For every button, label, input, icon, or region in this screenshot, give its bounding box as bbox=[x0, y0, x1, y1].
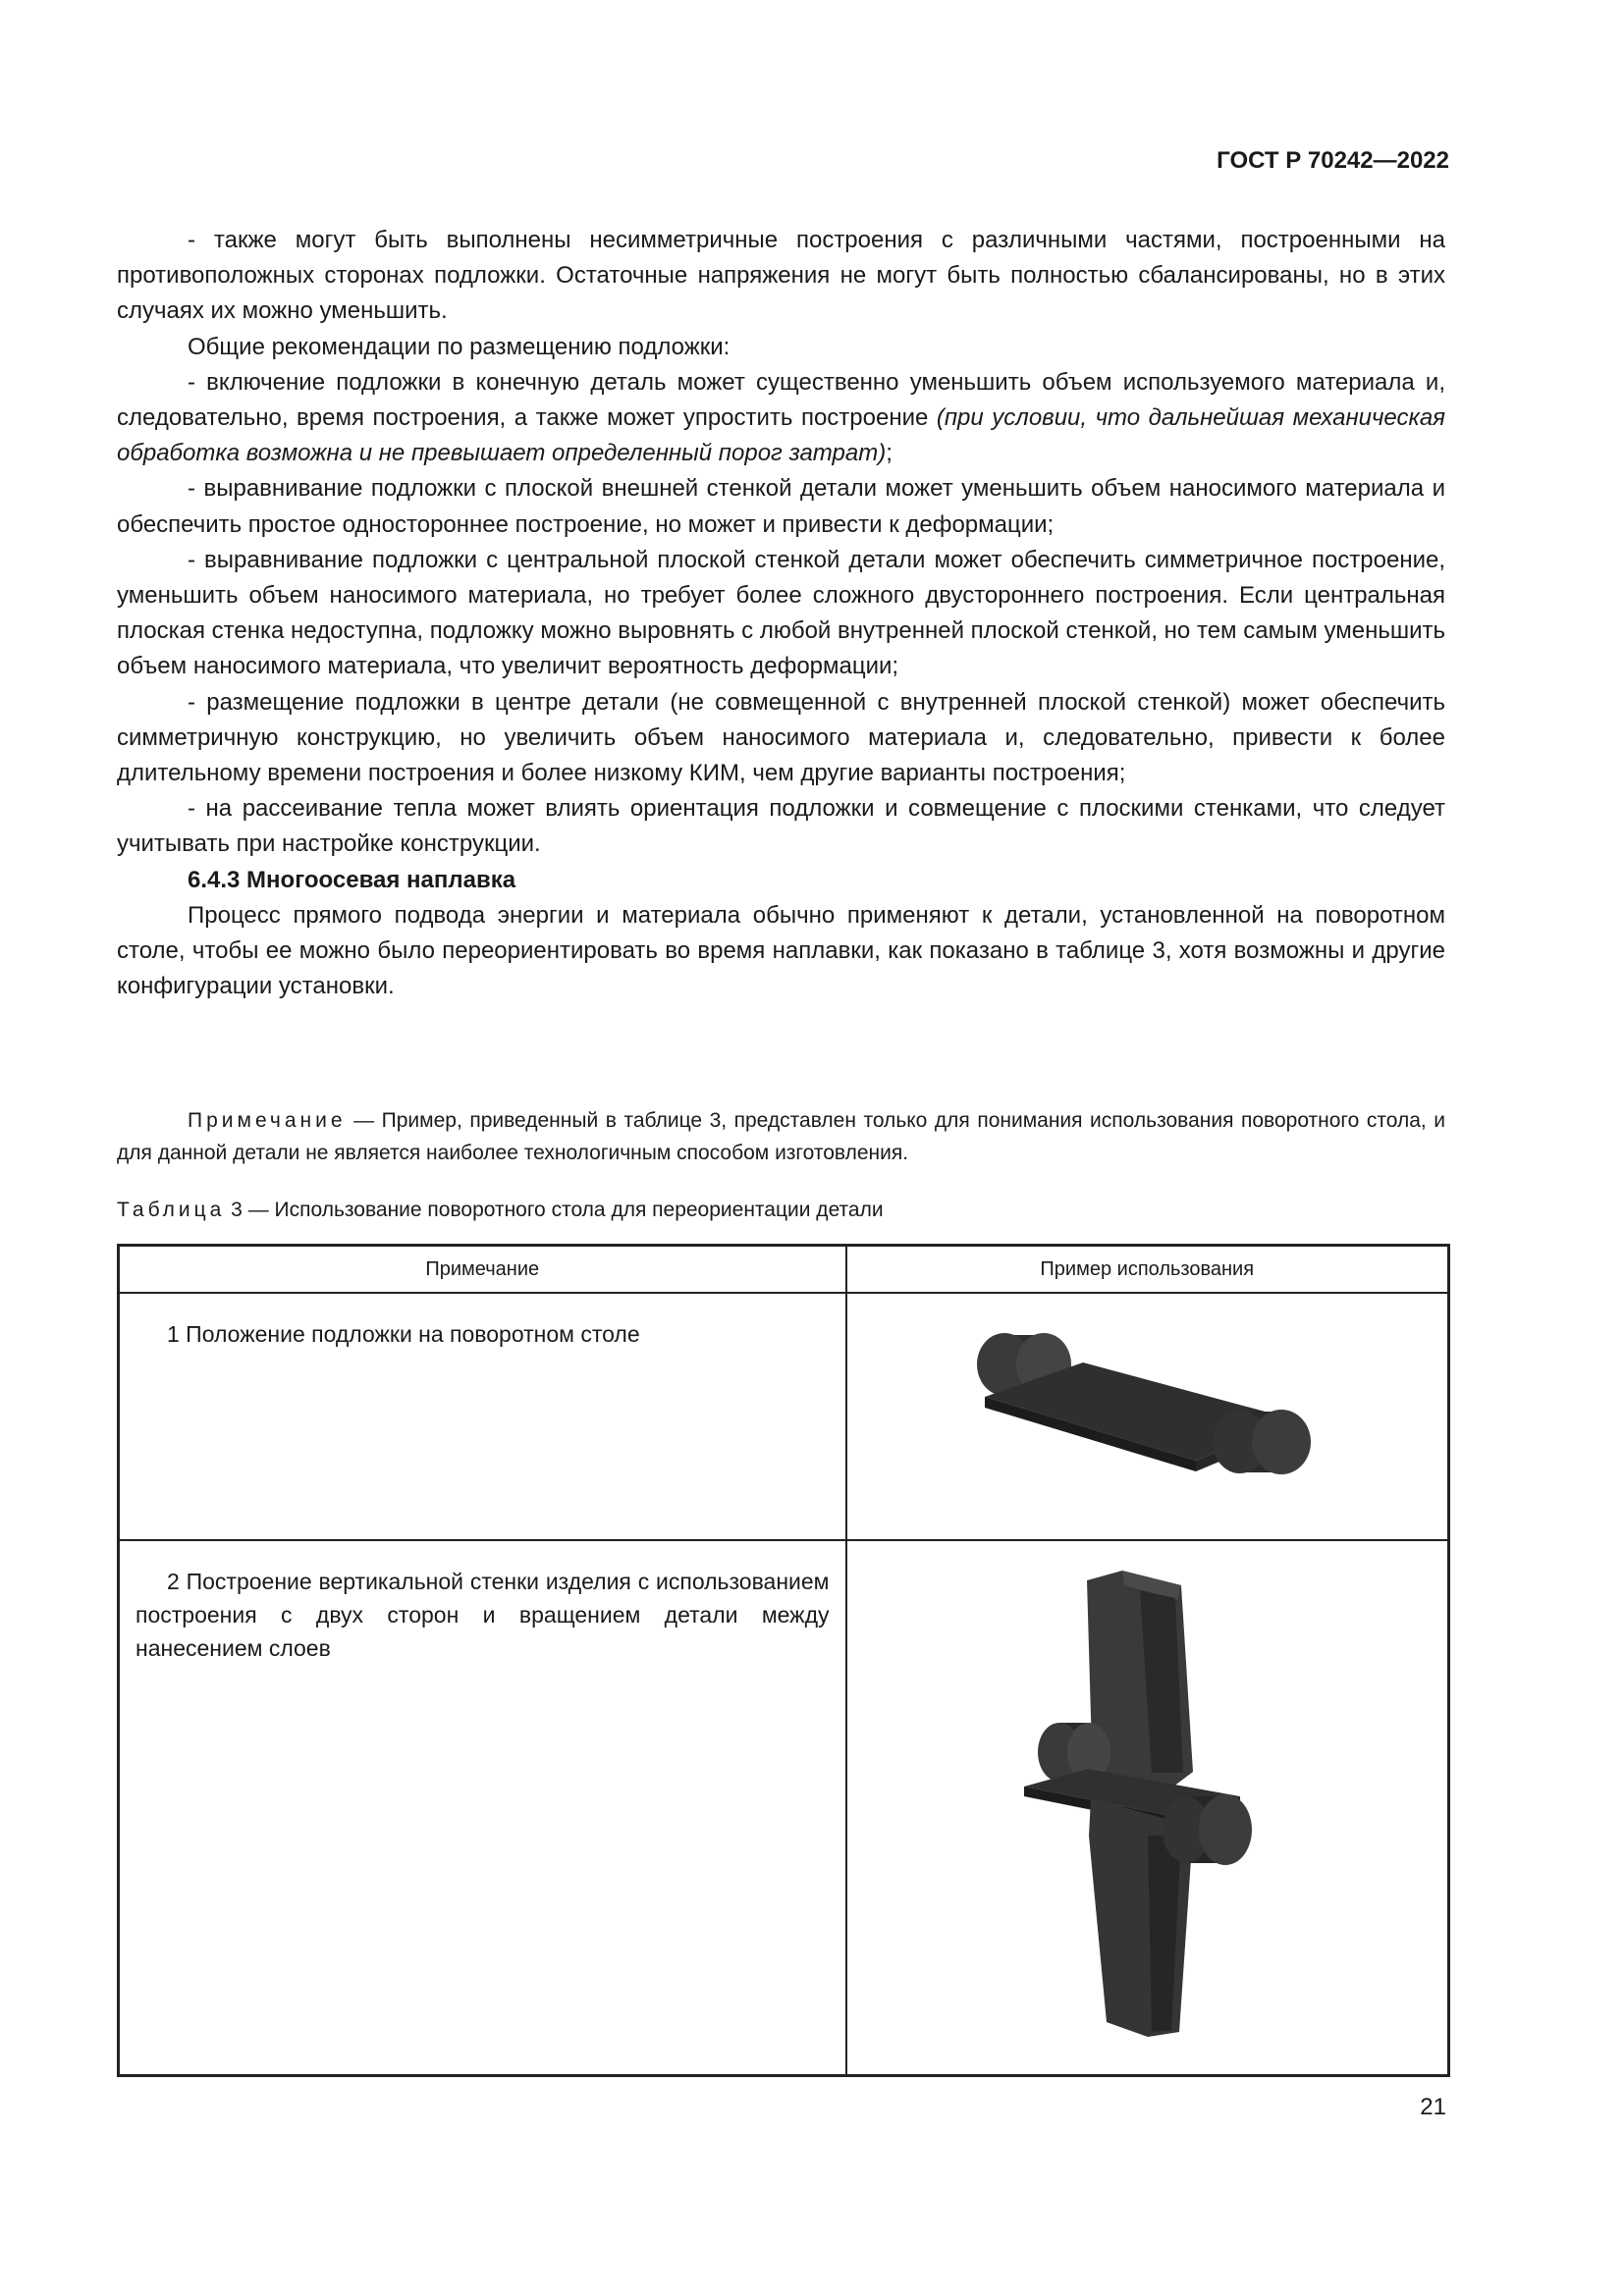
section-heading: 6.4.3 Многоосевая наплавка bbox=[188, 866, 516, 893]
paragraph: - на рассеивание тепла может влиять ориентация подложки и совмещение с плоскими стенками, что следует учитывать при настройке конструкции. bbox=[117, 795, 1445, 858]
paragraph: Процесс прямого подвода энергии и материала обычно применяют к детали, установленной на поворотном столе, чтобы ее можно было переориентировать во время наплавки, как показано в таблице 3, хотя возможны и другие конфигурации установки. bbox=[117, 901, 1445, 1000]
table-cell bbox=[119, 1540, 846, 2075]
note-label: Примечание bbox=[188, 1109, 347, 1132]
table-row bbox=[119, 1293, 1449, 1540]
table-header-cell: Примечание bbox=[119, 1246, 846, 1294]
note-text: — Пример, приведенный в таблице 3, представлен только для понимания использования поворотного стола, и для данной детали не является наиболее технологичным способом изготовления. bbox=[117, 1109, 1445, 1164]
body-text bbox=[117, 223, 1445, 1004]
paragraph: Общие рекомендации по размещению подложки: bbox=[188, 333, 731, 360]
table-caption-text: 3 — Использование поворотного стола для переориентации детали bbox=[225, 1199, 884, 1221]
table-caption bbox=[117, 1199, 884, 1222]
paragraph: - также могут быть выполнены несимметричные построения с различными частями, построенными на противоположных сторонах подложки. Остаточные напряжения не могут быть полностью сбалансированы, но в этих случаях их можно уменьшить. bbox=[117, 227, 1445, 325]
table-header-cell: Пример использования bbox=[846, 1246, 1449, 1294]
paragraph-text: ; bbox=[886, 440, 893, 467]
table-row bbox=[119, 1540, 1449, 2075]
table-header-row bbox=[119, 1246, 1449, 1294]
table-cell bbox=[846, 1293, 1449, 1540]
substrate-on-rotary-table-figure bbox=[847, 1294, 1450, 1539]
page-number: 21 bbox=[1420, 2094, 1446, 2120]
table-cell bbox=[846, 1540, 1449, 2075]
table-cell bbox=[119, 1293, 846, 1540]
row-note: 1 Положение подложки на поворотном столе bbox=[167, 1321, 640, 1347]
paragraph: - выравнивание подложки с плоской внешней стенкой детали может уменьшить объем наносимого материала и обеспечить простое одностороннее построение, но может и привести к деформации; bbox=[117, 475, 1445, 538]
paragraph-italic: (при условии, что дальнейшая механическая обработка возможна и не превышает определенный порог затрат) bbox=[117, 404, 1445, 467]
table-caption-label: Таблица bbox=[117, 1199, 226, 1221]
note bbox=[117, 1104, 1445, 1169]
row-note: 2 Построение вертикальной стенки изделия с использованием построения с двух сторон и вращением детали между нанесением слоев bbox=[135, 1569, 830, 1661]
paragraph-text: - включение подложки в конечную деталь может существенно уменьшить объем используемого материала и, следовательно, время построения, а также может упростить построение bbox=[117, 368, 1445, 432]
document-id: ГОСТ Р 70242—2022 bbox=[1217, 147, 1449, 174]
vertical-wall-build-figure bbox=[847, 1541, 1450, 2071]
paragraph bbox=[117, 365, 1445, 472]
paragraph: - выравнивание подложки с центральной плоской стенкой детали может обеспечить симметричное построение, уменьшить объем наносимого материала, но требует более сложного двустороннего построения. Если центральная плоская стенка недоступна, подложку можно выровнять с любой внутренней плоской стенкой, но тем самым уменьшить объем наносимого материала, что увеличит вероятность деформации; bbox=[117, 546, 1445, 680]
paragraph: - размещение подложки в центре детали (не совмещенной с внутренней плоской стенкой) может обеспечить симметричную конструкцию, но увеличить объем наносимого материала и, следовательно, привести к более длительному времени построения и более низкому КИМ, чем другие варианты построения; bbox=[117, 688, 1445, 787]
table bbox=[117, 1244, 1450, 2077]
